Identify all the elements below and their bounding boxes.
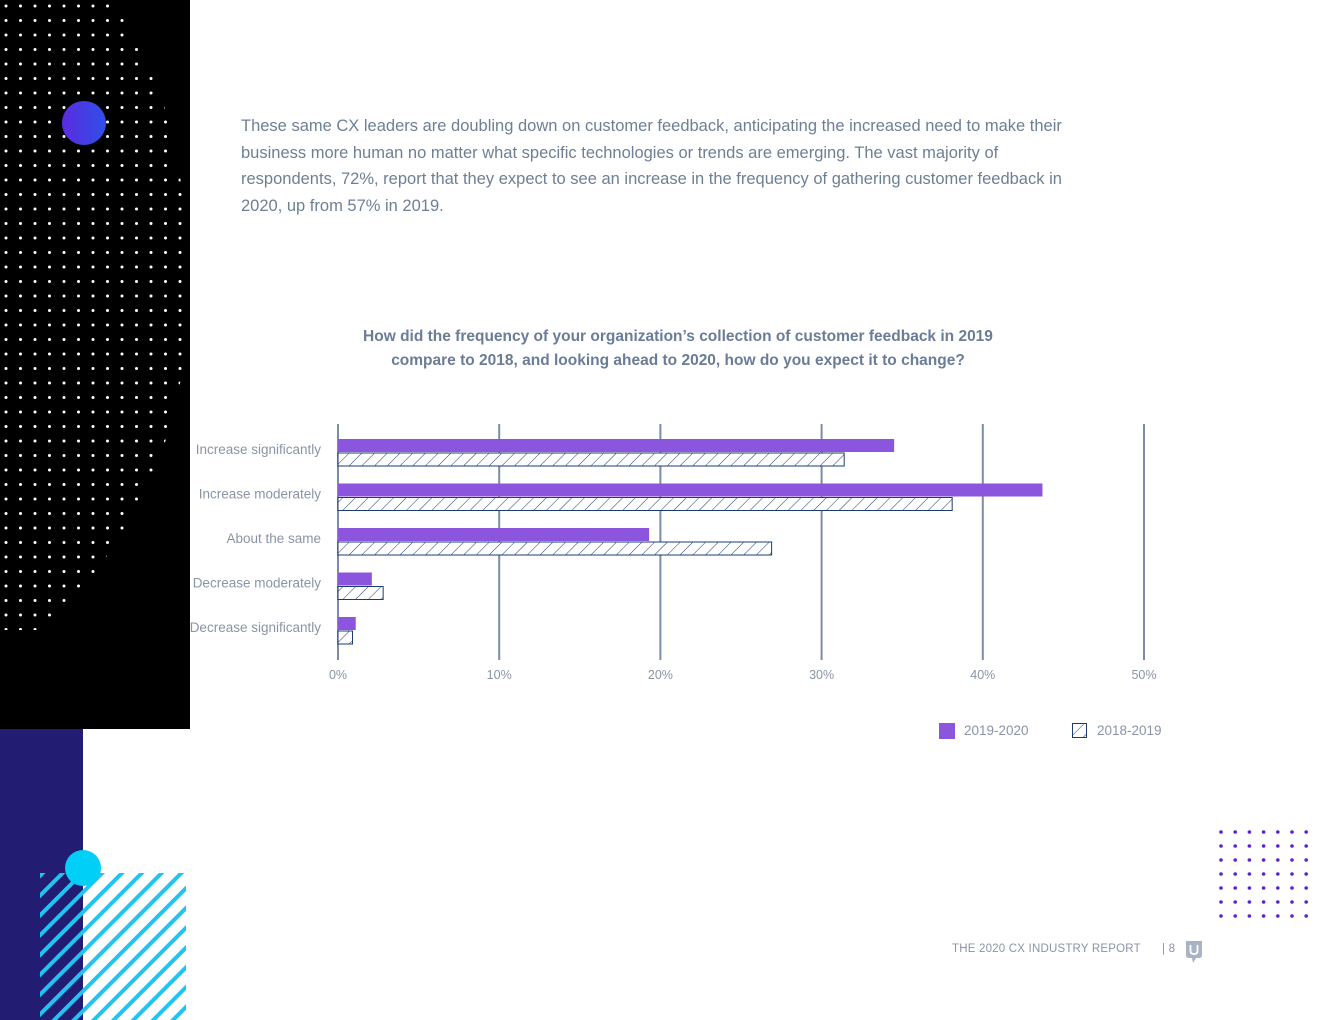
x-tick-label-4: 40% (970, 668, 996, 682)
chart-title (363, 328, 993, 369)
category-label-4: Decrease significantly (189, 620, 321, 635)
category-label-2: About the same (226, 531, 321, 546)
x-tick-label-0: 0% (328, 668, 348, 682)
footer-report-title: THE 2020 CX INDUSTRY REPORT (952, 943, 1141, 955)
chart-title-line-2: compare to 2018, and looking ahead to 2020, how do you expect it to change? (391, 352, 965, 369)
bar-2018-2019-4 (338, 631, 353, 644)
bar-2018-2019-2 (338, 542, 772, 555)
legend-swatch-2019-2020 (939, 723, 955, 739)
category-label-1: Increase moderately (198, 486, 321, 502)
bar-2019-2020-3 (338, 573, 372, 586)
x-tick-labels (329, 668, 1157, 682)
brand-logo-icon (1184, 940, 1204, 964)
legend-swatch-2018-2019 (1073, 724, 1087, 738)
bar-2019-2020-0 (338, 439, 894, 452)
bar-2018-2019-1 (338, 498, 952, 511)
category-label-3: Decrease moderately (192, 575, 321, 591)
bar-2018-2019-0 (338, 453, 844, 466)
x-tick-label-2: 20% (647, 668, 673, 682)
chart-title-line-1: How did the frequency of your organization’s collection of customer feedback in 2019 (363, 328, 993, 345)
intro-paragraph: These same CX leaders are doubling down on customer feedback, anticipating the increased need to make their business more human no matter what specific technologies or trends are emerging. The vast majority of respondents, 72%, report that they expect to see an increase in the frequency of gathering customer feedback in 2020, up from 57% in 2019. (241, 117, 1062, 216)
legend-label-2019-2020: 2019-2020 (964, 723, 1029, 738)
bars (338, 439, 1042, 644)
legend-label-2018-2019: 2018-2019 (1097, 723, 1162, 738)
bar-2019-2020-1 (338, 484, 1042, 497)
x-tick-label-1: 10% (486, 668, 512, 682)
footer (952, 943, 1175, 955)
x-tick-label-3: 30% (809, 668, 835, 682)
footer-page-number: 8 (1168, 943, 1176, 955)
x-tick-label-5: 50% (1131, 668, 1157, 682)
legend (939, 723, 1162, 739)
bar-2019-2020-2 (338, 528, 649, 541)
category-label-0: Increase significantly (195, 442, 321, 457)
bar-2018-2019-3 (338, 587, 383, 600)
category-labels (190, 442, 322, 635)
footer-separator: | (1162, 943, 1166, 955)
bar-2019-2020-4 (338, 617, 356, 630)
